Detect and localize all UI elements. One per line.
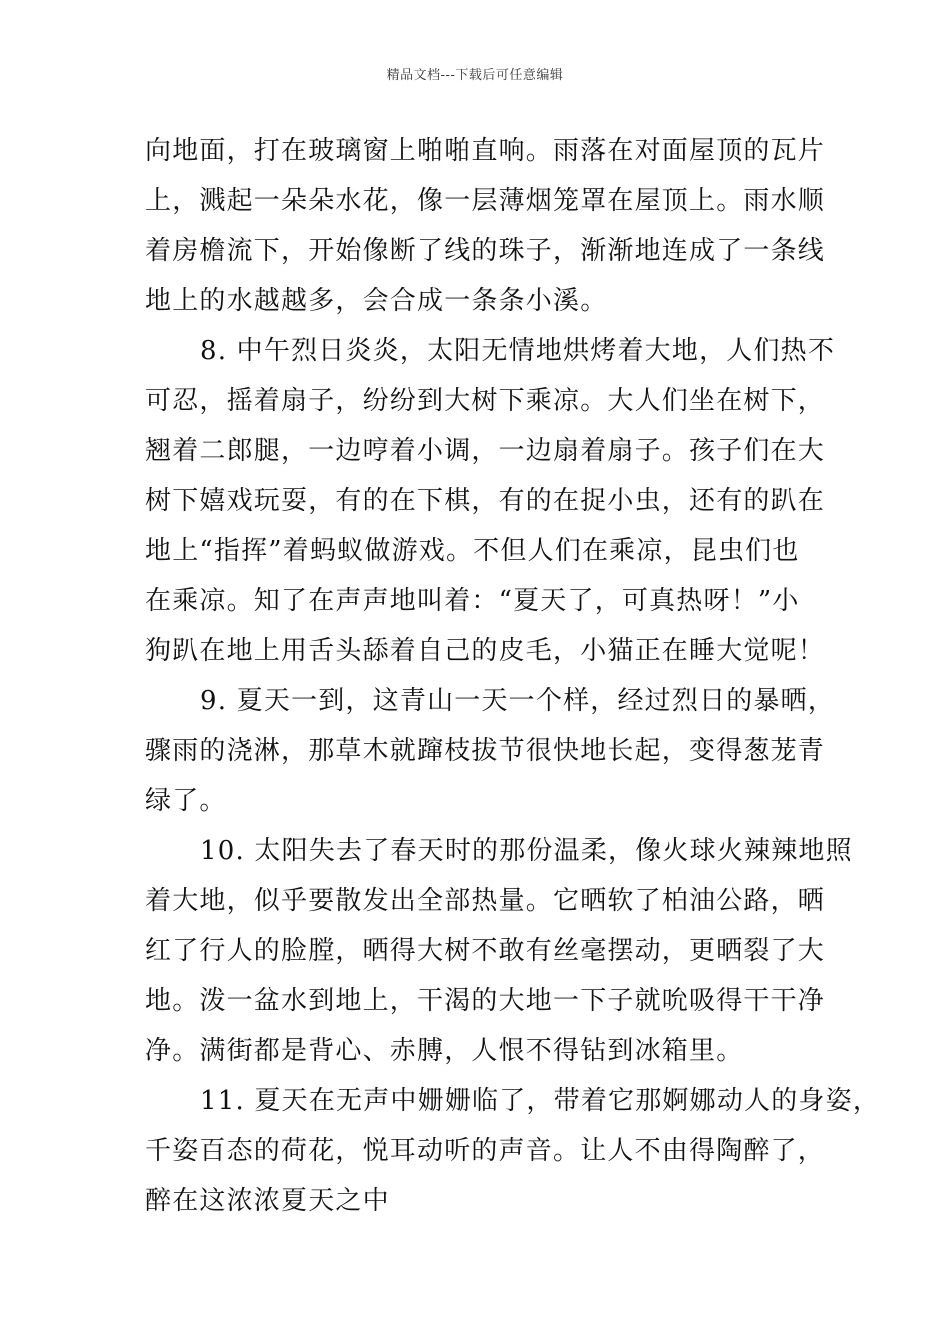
text-line: 醉在这浓浓夏天之中 [145,1186,390,1216]
text-line: 向地面，打在玻璃窗上啪啪直响。雨落在对面屋顶的瓦片 [145,136,826,166]
text-line: 地上“指挥”着蚂蚁做游戏。不但人们在乘凉，昆虫们也 [145,536,800,566]
text-line: 可忍，摇着扇子，纷纷到大树下乘凉。大人们坐在树下， [145,386,826,416]
paragraph-start-9: 9. 夏天一到，这青山一天一个样，经过烈日的暴晒， [200,686,836,716]
text-line: 树下嬉戏玩耍，有的在下棋，有的在捉小虫，还有的趴在 [145,486,826,516]
text-line: 着大地，似乎要散发出全部热量。它晒软了柏油公路，晒 [145,886,826,916]
text-line: 地。泼一盆水到地上，干渴的大地一下子就吮吸得干干净 [145,986,826,1016]
text-line: 着房檐流下，开始像断了线的珠子，渐渐地连成了一条线 [145,236,826,266]
text-line: 骤雨的浇淋，那草木就蹿枝拔节很快地长起，变得葱茏青 [145,736,826,766]
paragraph-start-11: 11. 夏天在无声中姗姗临了，带着它那婀娜动人的身姿， [200,1086,881,1116]
text-line: 上，溅起一朵朵水花，像一层薄烟笼罩在屋顶上。雨水顺 [145,186,826,216]
text-line: 在乘凉。知了在声声地叫着：“夏天了，可真热呀！”小 [145,586,800,616]
paragraph-start-8: 8. 中午烈日炎炎，太阳无情地烘烤着大地，人们热不 [200,336,836,366]
text-line: 红了行人的脸膛，晒得大树不敢有丝毫摆动，更晒裂了大 [145,936,826,966]
document-body [145,126,881,1226]
text-line: 地上的水越越多，会合成一条条小溪。 [145,286,608,316]
text-line: 狗趴在地上用舌头舔着自己的皮毛，小猫正在睡大觉呢！ [145,636,826,666]
page-header: 精品文档---下载后可任意编辑 [386,68,564,83]
text-line: 净。满街都是背心、赤膊，人恨不得钻到冰箱里。 [145,1036,744,1066]
paragraph-start-10: 10. 太阳失去了春天时的那份温柔，像火球火辣辣地照 [200,836,853,866]
text-line: 绿了。 [145,786,227,816]
text-line: 翘着二郎腿，一边哼着小调，一边扇着扇子。孩子们在大 [145,436,826,466]
text-line: 千姿百态的荷花，悦耳动听的声音。让人不由得陶醉了， [145,1136,826,1166]
